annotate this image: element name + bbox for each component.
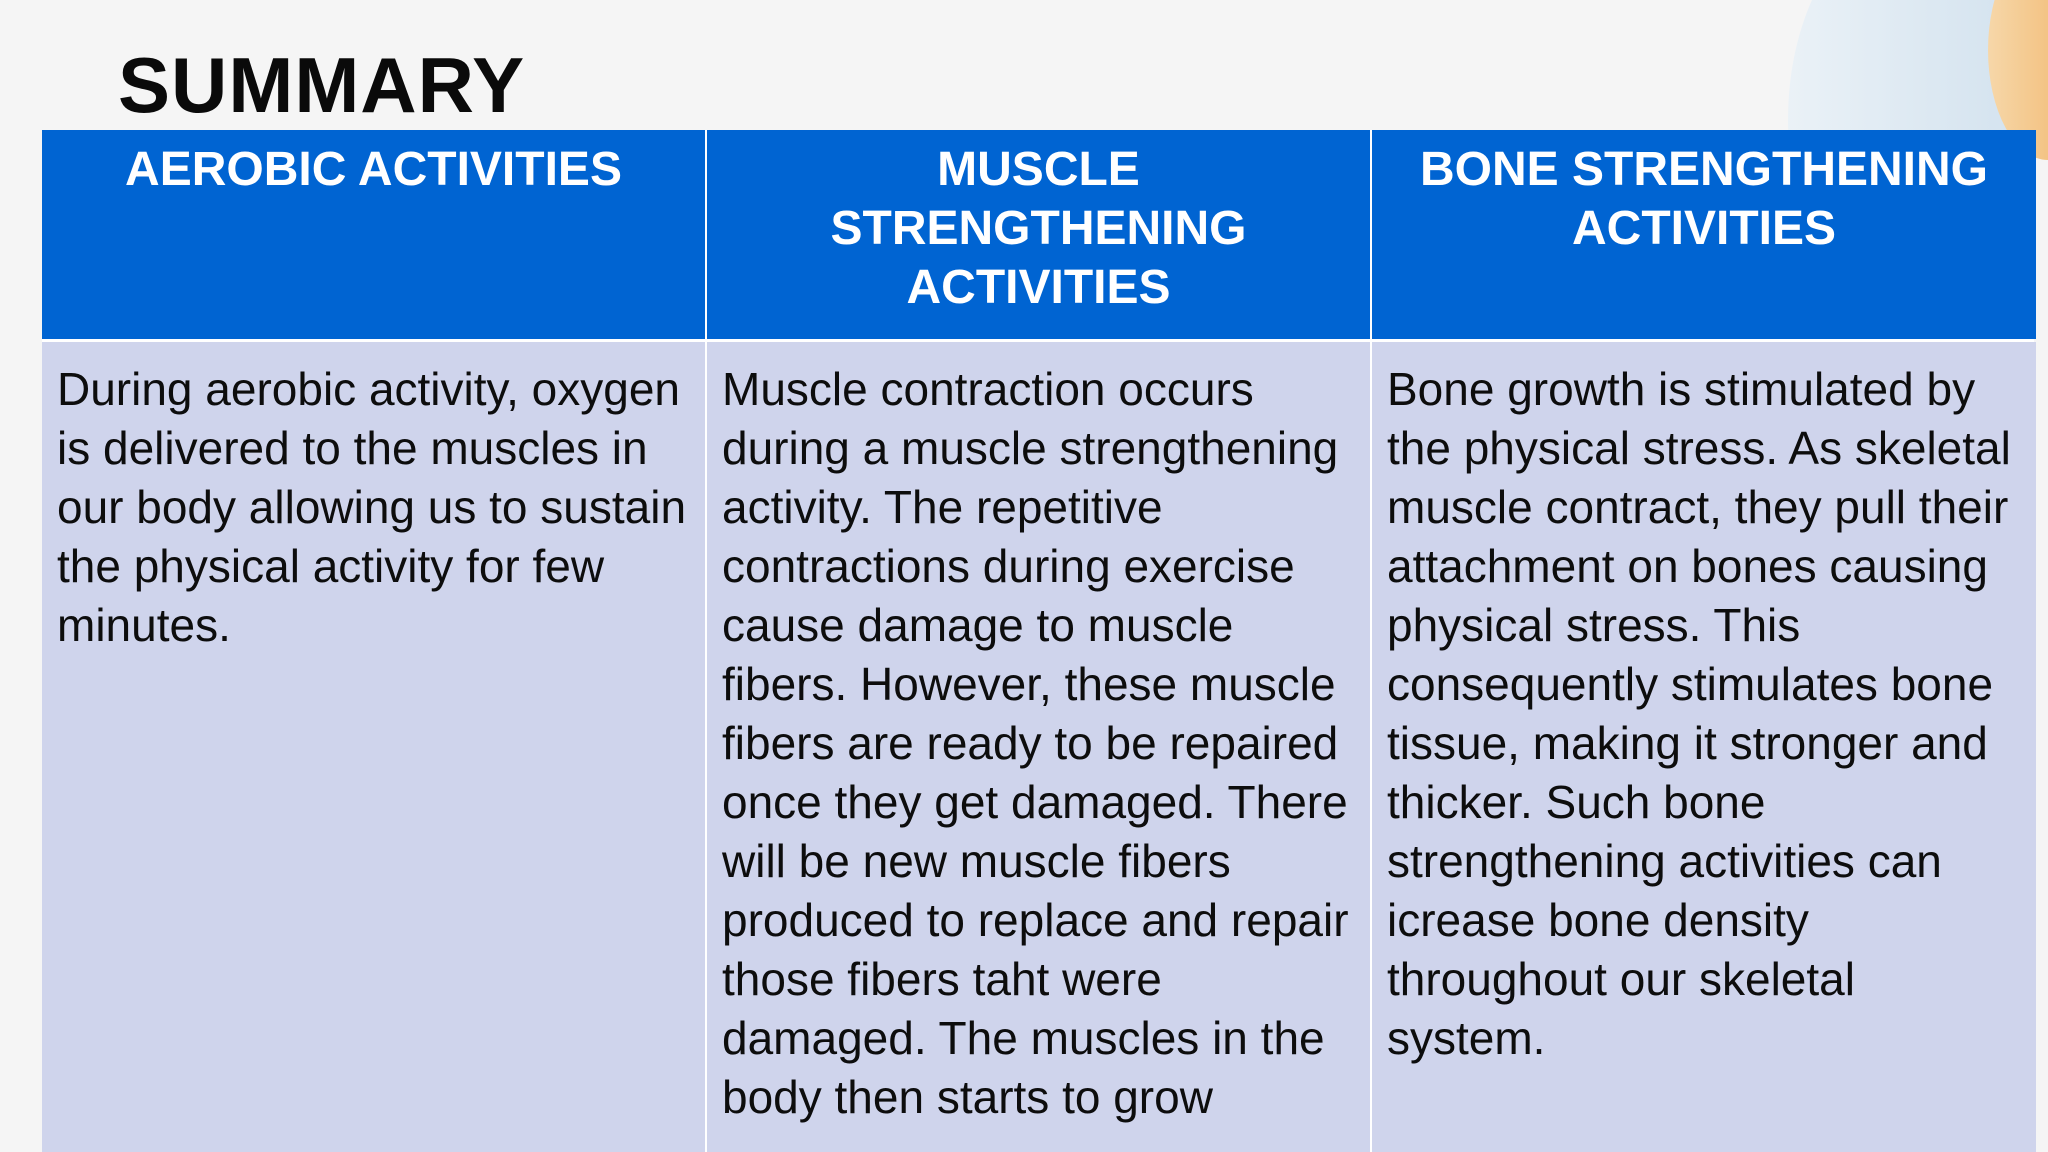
slide-title: SUMMARY <box>118 41 526 129</box>
header-bone-strengthening-activities: BONE STRENGTHENING ACTIVITIES <box>1372 130 2036 339</box>
cell-aerobic-description: During aerobic activity, oxygen is delivered to the muscles in our body allowing us to sustain the physical activity for few minutes. <box>42 342 705 1152</box>
summary-table <box>42 130 2034 1152</box>
header-muscle-strengthening-activities: MUSCLE STRENGTHENING ACTIVITIES <box>707 130 1370 339</box>
cell-bone-description: Bone growth is stimulated by the physical stress. As skeletal muscle contract, they pull their attachment on bones causing physical stress. This consequently stimulates bone tissue, making it stronger and thicker. Such bone strengthening activities can icrease bone density throughout our skeletal system. <box>1372 342 2036 1152</box>
cell-muscle-description: Muscle contraction occurs during a muscle strengthening activity. The repetitive contractions during exercise cause damage to muscle fibers. However, these muscle fibers are ready to be repaired once they get damaged. There will be new muscle fibers produced to replace and repair those fibers taht were damaged. The muscles in the body then starts to grow <box>707 342 1370 1152</box>
header-aerobic-activities: AEROBIC ACTIVITIES <box>42 130 705 339</box>
